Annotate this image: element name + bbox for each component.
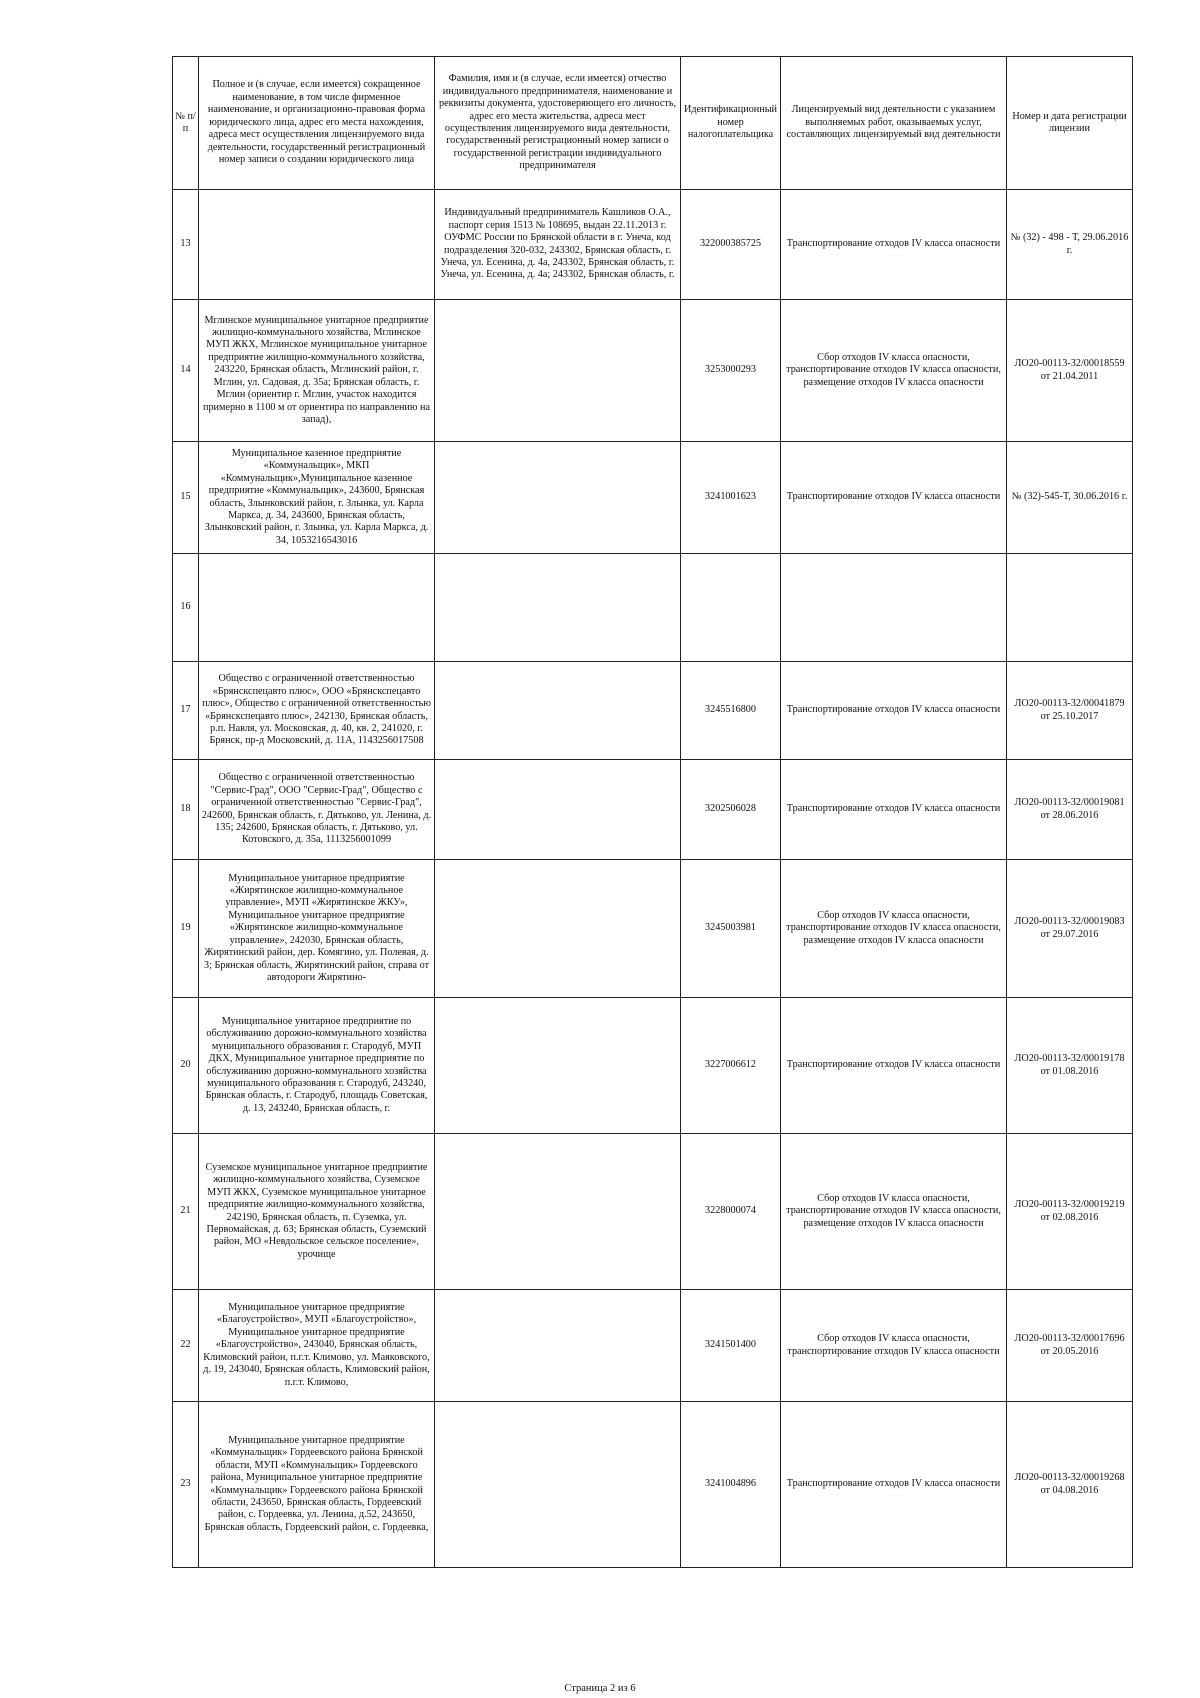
activity-cell — [781, 662, 1007, 760]
cell-text: 322000385725 — [699, 238, 762, 250]
row-number — [173, 662, 199, 760]
table-row — [173, 760, 1133, 860]
cell-text: 16 — [180, 601, 191, 613]
cell-text: Сбор отходов IV класса опасности, транспортирование отходов IV класса опасности, размещение отходов IV класса опасности — [786, 1192, 1001, 1229]
cell-text: Сбор отходов IV класса опасности, транспортирование отходов IV класса опасности, размещение отходов IV класса опасности — [786, 909, 1001, 946]
organization-cell — [199, 1290, 435, 1402]
cell-text: ЛО20-00113-32/00019178 от 01.08.2016 — [1014, 1053, 1125, 1077]
entrepreneur-cell — [435, 998, 681, 1134]
entrepreneur-cell — [435, 1290, 681, 1402]
cell-text: ЛО20-00113-32/00017696 от 20.05.2016 — [1014, 1333, 1125, 1357]
cell-text: ЛО20-00113-32/00019081 от 28.06.2016 — [1014, 797, 1125, 821]
table-row — [173, 554, 1133, 662]
inn-cell — [681, 1402, 781, 1568]
entrepreneur-cell — [435, 442, 681, 554]
activity-cell — [781, 1134, 1007, 1290]
license-cell — [1007, 760, 1133, 860]
cell-text: Транспортирование отходов IV класса опасности — [786, 704, 1001, 716]
cell-text: 3253000293 — [705, 364, 756, 376]
row-number — [173, 554, 199, 662]
organization-cell — [199, 554, 435, 662]
activity-cell — [781, 760, 1007, 860]
activity-cell — [781, 190, 1007, 300]
activity-cell — [781, 300, 1007, 442]
entrepreneur-cell — [435, 1134, 681, 1290]
cell-text: Транспортирование отходов IV класса опасности — [786, 1059, 1001, 1071]
entrepreneur-cell — [435, 760, 681, 860]
cell-text: Общество с ограниченной ответственностью "Сервис-Град", ООО "Сервис-Град", Общество с ограниченной ответственностью "Сервис-Град", 242600, Брянская область, г. Дятьково, ул. Ленина, д. 135; 242600, Брянская область, г. Дятьково, ул. Котовского, д. 35а, 1113256001099 — [201, 772, 432, 846]
license-registry-table — [172, 56, 1133, 1568]
activity-cell — [781, 1290, 1007, 1402]
cell-text: 3228000074 — [705, 1205, 756, 1217]
row-number — [173, 760, 199, 860]
license-cell — [1007, 300, 1133, 442]
organization-cell — [199, 300, 435, 442]
inn-cell — [681, 1290, 781, 1402]
entrepreneur-cell — [435, 300, 681, 442]
table-row — [173, 190, 1133, 300]
header-number: № п/п — [173, 57, 199, 190]
cell-text: Мглинское муниципальное унитарное предприятие жилищно-коммунального хозяйства, Мглинское МУП ЖКХ, Мглинское муниципальное унитарное предприятие жилищно-коммунального хозяйства, 243220, Брянская область, Мглинский район, г. Мглин, ул. Садовая, д. 35а; Брянская область, г. Мглин (ориентир г. Мглин, участок находится примерно в 1100 м от ориентира по направлению на запад), — [203, 314, 430, 426]
license-cell — [1007, 190, 1133, 300]
table-row — [173, 662, 1133, 760]
cell-text: 17 — [180, 704, 191, 716]
license-cell — [1007, 662, 1133, 760]
cell-text: 23 — [180, 1478, 191, 1490]
table-header-row — [173, 57, 1133, 190]
row-number — [173, 998, 199, 1134]
organization-cell — [199, 998, 435, 1134]
row-number — [173, 190, 199, 300]
cell-text: ЛО20-00113-32/00019268 от 04.08.2016 — [1014, 1472, 1125, 1496]
cell-text: Муниципальное унитарное предприятие «Благоустройство», МУП «Благоустройство», Муниципальное унитарное предприятие «Благоустройство», 243040, Брянская область, Климовский район, п.г.т. Климово, ул. Маяковского, д. 19, 243040, Брянская область, Климовский район, п.г.т. Климово, — [203, 1301, 430, 1388]
inn-cell — [681, 190, 781, 300]
cell-text: 3245003981 — [705, 922, 756, 934]
license-cell — [1007, 1402, 1133, 1568]
license-cell — [1007, 998, 1133, 1134]
activity-cell — [781, 442, 1007, 554]
table-row — [173, 860, 1133, 998]
cell-text: ЛО20-00113-32/00019083 от 29.07.2016 — [1014, 916, 1125, 940]
cell-text: Муниципальное унитарное предприятие «Жирятинское жилищно-коммунальное управление», МУП «Жирятинское ЖКУ», Муниципальное унитарное предприятие «Жирятинское жилищно-коммунальное управление», 242030, Брянская область, Жирятинский район, дер. Комягино, ул. Полевая, д. 3; Брянская область, Жирятинский район, справа от автодороги Жирятино- — [203, 872, 430, 984]
cell-text: Муниципальное унитарное предприятие по обслуживанию дорожно-коммунального хозяйства муниципального образования г. Стародуб, МУП ДКХ, Муниципальное унитарное предприятие по обслуживанию дорожно-коммунального хозяйства муниципального образования г. Стародуб, 243240, Брянская область, г. Стародуб, площадь Советская, д. 13, 243240, Брянская область, г. — [205, 1015, 428, 1114]
entrepreneur-cell — [435, 1402, 681, 1568]
inn-cell — [681, 300, 781, 442]
activity-cell — [781, 860, 1007, 998]
cell-text: 19 — [180, 922, 191, 934]
table-row — [173, 300, 1133, 442]
cell-text: 3241001623 — [705, 491, 756, 503]
cell-text: ЛО20-00113-32/00041879 от 25.10.2017 — [1014, 698, 1125, 722]
header-entrepreneur: Фамилия, имя и (в случае, если имеется) отчество индивидуального предпринимателя, наименование и реквизиты документа, удостоверяющего его личность, адрес его места жительства, адреса мест осуществления лицензируемого вида деятельности, государственный регистрационный номер записи о государственной регистрации индивидуального предпринимателя — [435, 57, 681, 190]
license-cell — [1007, 1134, 1133, 1290]
table-row — [173, 998, 1133, 1134]
cell-text: 3241004896 — [705, 1478, 756, 1490]
cell-text: 18 — [180, 803, 191, 815]
cell-text: № (32)-545-Т, 30.06.2016 г. — [1011, 491, 1128, 503]
row-number — [173, 1402, 199, 1568]
organization-cell — [199, 760, 435, 860]
cell-text: Транспортирование отходов IV класса опасности — [786, 238, 1001, 250]
inn-cell — [681, 662, 781, 760]
table-row — [173, 1290, 1133, 1402]
cell-text: Транспортирование отходов IV класса опасности — [786, 491, 1001, 503]
cell-text: Общество с ограниченной ответственностью «Брянскспецавто плюс», ООО «Брянскспецавто плюс», Общество с ограниченной ответственностью «Брянскспецавто плюс», 242130, Брянская область, р.п. Навля, ул. Московская, д. 40, кв. 2, 241020, г. Брянск, пр-д Московский, д. 11А, 1143256017508 — [202, 673, 431, 747]
cell-text: Транспортирование отходов IV класса опасности — [786, 803, 1001, 815]
cell-text: 3241501400 — [705, 1339, 756, 1351]
entrepreneur-cell — [435, 190, 681, 300]
cell-text: Транспортирование отходов IV класса опасности — [786, 1478, 1001, 1490]
license-cell — [1007, 554, 1133, 662]
cell-text: 3202506028 — [705, 803, 756, 815]
row-number — [173, 442, 199, 554]
header-license: Номер и дата регистрации лицензии — [1007, 57, 1133, 190]
inn-cell — [681, 860, 781, 998]
license-cell — [1007, 860, 1133, 998]
table-row — [173, 1402, 1133, 1568]
inn-cell — [681, 998, 781, 1134]
row-number — [173, 1134, 199, 1290]
cell-text: Муниципальное унитарное предприятие «Коммунальщик» Гордеевского района Брянской области, МУП «Коммунальщик» Гордеевского района, Муниципальное унитарное предприятие «Коммунальщик» Гордеевского района Брянской области, 243650, Брянская область, Гордеевский район, с. Гордеевка, ул. Ленина, д.52, 243650, Брянская область, Гордеевский район, с. Гордеевка, — [204, 1434, 429, 1533]
inn-cell — [681, 554, 781, 662]
header-activity: Лицензируемый вид деятельности с указанием выполняемых работ, оказываемых услуг, составляющих лицензируемый вид деятельности — [781, 57, 1007, 190]
cell-text: 15 — [180, 491, 191, 503]
cell-text: 3227006612 — [705, 1059, 756, 1071]
row-number — [173, 300, 199, 442]
cell-text: 21 — [180, 1205, 191, 1217]
entrepreneur-cell — [435, 662, 681, 760]
inn-cell — [681, 760, 781, 860]
cell-text: Муниципальное казенное предприятие «Коммунальщик», МКП «Коммунальщик»,Муниципальное казенное предприятие «Коммунальщик», 243600, Брянская область, Злынковский район, г. Злынка, ул. Карла Маркса, д. 34, 243600, Брянская область, Злынковский район, г. Злынка, ул. Карла Маркса, д. 34, 1053216543016 — [204, 447, 429, 546]
cell-text: № (32) - 498 - Т, 29.06.2016 г. — [1010, 232, 1129, 256]
cell-text: Сбор отходов IV класса опасности, транспортирование отходов IV класса опасности — [787, 1333, 1000, 1357]
cell-text: Индивидуальный предприниматель Кашликов О.А., паспорт серия 1513 № 108695, выдан 22.11.2013 г. ОУФМС России по Брянской области в г. Унеча, код подразделения 320-032, 243302, Брянская область, г. Унеча, ул. Есенина, д. 4а, 243302, Брянская область, г. Унеча, ул. Есенина, д. 4а; 243302, Брянская область, г. — [440, 207, 675, 281]
table-body — [173, 190, 1133, 1568]
header-inn: Идентификационный номер налогоплательщика — [681, 57, 781, 190]
organization-cell — [199, 860, 435, 998]
activity-cell — [781, 554, 1007, 662]
cell-text: 20 — [180, 1059, 191, 1071]
activity-cell — [781, 1402, 1007, 1568]
inn-cell — [681, 442, 781, 554]
organization-cell — [199, 1134, 435, 1290]
table-row — [173, 442, 1133, 554]
page-footer: Страница 2 из 6 — [564, 1683, 636, 1694]
row-number — [173, 1290, 199, 1402]
cell-text: ЛО20-00113-32/00018559 от 21.04.2011 — [1014, 358, 1125, 382]
cell-text: 22 — [180, 1339, 191, 1351]
license-cell — [1007, 442, 1133, 554]
cell-text: 13 — [180, 238, 191, 250]
organization-cell — [199, 1402, 435, 1568]
entrepreneur-cell — [435, 554, 681, 662]
organization-cell — [199, 190, 435, 300]
cell-text: 3245516800 — [705, 704, 756, 716]
cell-text: Сбор отходов IV класса опасности, транспортирование отходов IV класса опасности, размещение отходов IV класса опасности — [786, 351, 1001, 388]
entrepreneur-cell — [435, 860, 681, 998]
organization-cell — [199, 442, 435, 554]
license-cell — [1007, 1290, 1133, 1402]
table-row — [173, 1134, 1133, 1290]
cell-text: Суземское муниципальное унитарное предприятие жилищно-коммунального хозяйства, Суземское МУП ЖКХ, Суземское муниципальное унитарное предприятие жилищно-коммунального хозяйства, 242190, Брянская область, п. Суземка, ул. Первомайская, д. 63; Брянская область, Суземский район, МО «Невдольское сельское поселение», урочище — [205, 1161, 428, 1260]
inn-cell — [681, 1134, 781, 1290]
cell-text: 14 — [180, 364, 191, 376]
header-organization: Полное и (в случае, если имеется) сокращенное наименование, в том числе фирменное наименование, и организационно-правовая форма юридического лица, адрес его места нахождения, адреса мест осуществления лицензируемого вида деятельности, государственный регистрационный номер записи о создании юридического лица — [199, 57, 435, 190]
row-number — [173, 860, 199, 998]
cell-text: ЛО20-00113-32/00019219 от 02.08.2016 — [1014, 1199, 1125, 1223]
organization-cell — [199, 662, 435, 760]
activity-cell — [781, 998, 1007, 1134]
